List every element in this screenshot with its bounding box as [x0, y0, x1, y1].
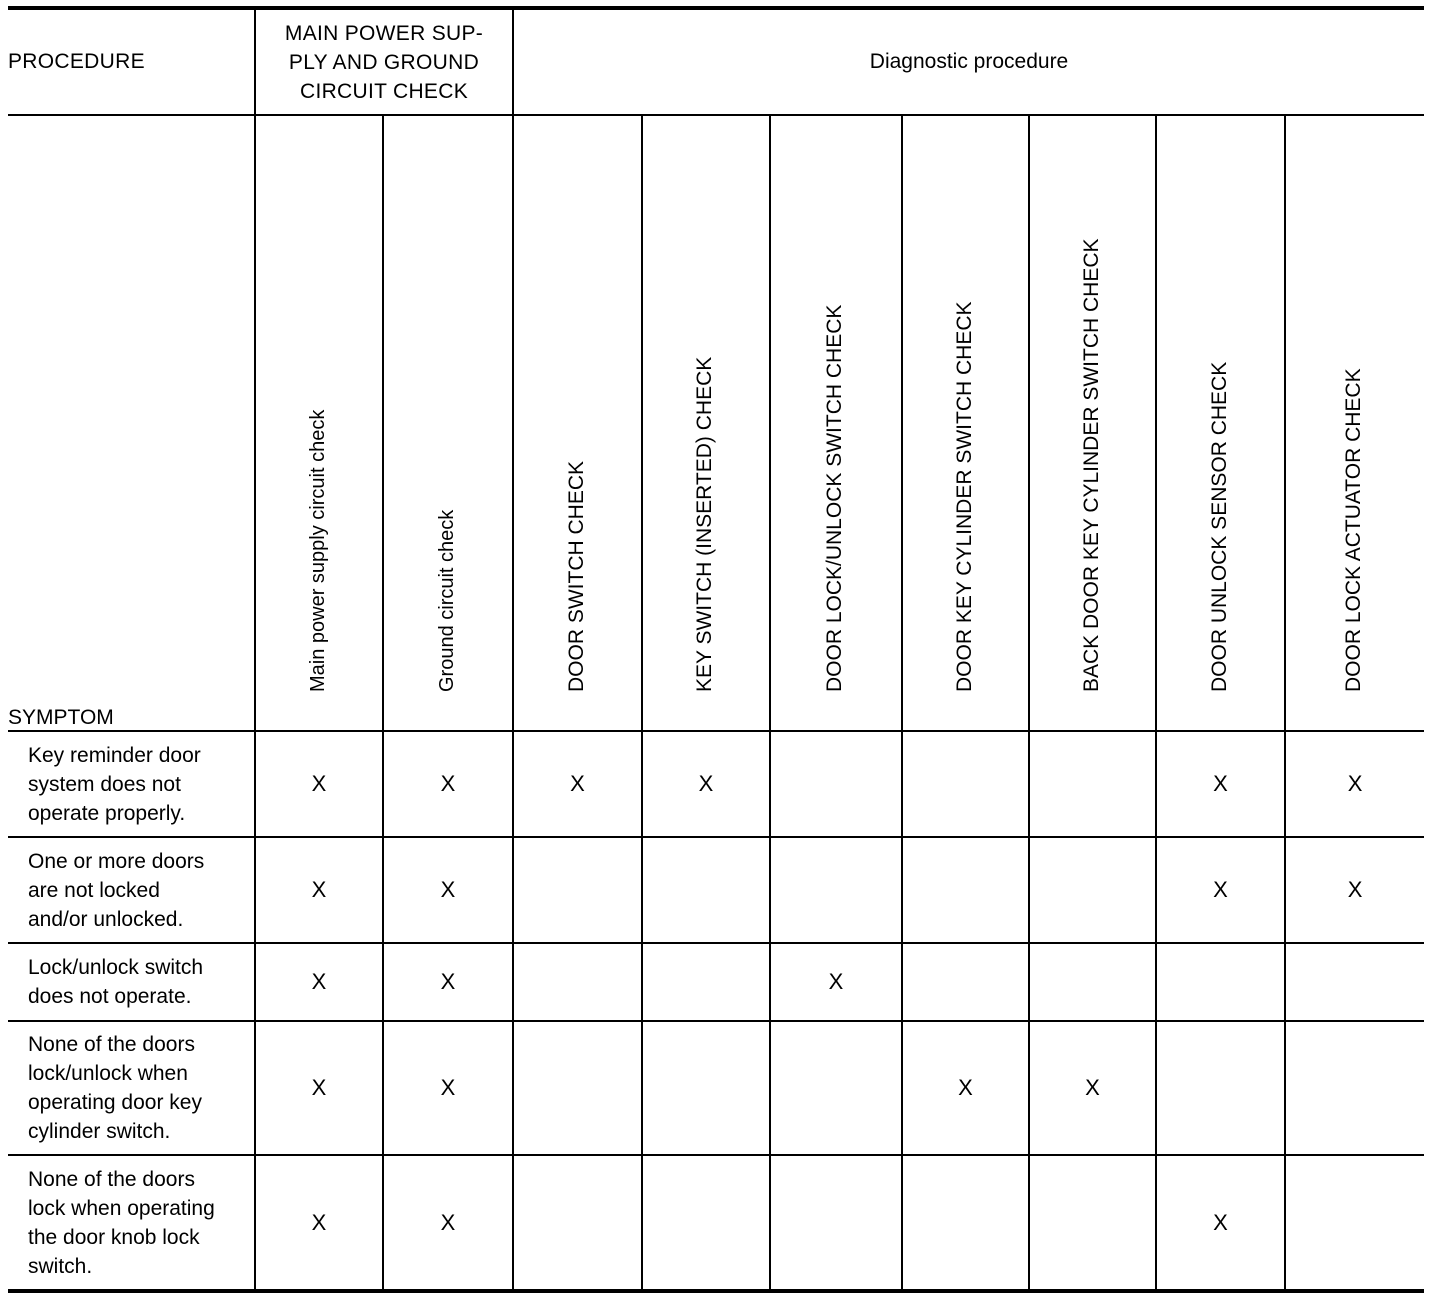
mark-cell: [770, 837, 902, 943]
symptom-line: None of the doors: [28, 1033, 195, 1056]
mark-cell: [513, 943, 642, 1021]
mark-cell: [642, 837, 770, 943]
column-header-door-unlock-sensor: [1156, 115, 1285, 731]
procedure-label: PROCEDURE: [8, 8, 255, 115]
mark-cell: [1029, 837, 1156, 943]
mark-cell: X: [1156, 1155, 1285, 1291]
column-header-text: BACK DOOR KEY CYLINDER SWITCH CHECK: [1079, 238, 1103, 692]
mark-cell: [513, 1155, 642, 1291]
mark-cell: [1029, 943, 1156, 1021]
mark-cell: [770, 1155, 902, 1291]
table-row: [8, 731, 1424, 837]
mark-cell: X: [383, 1021, 513, 1155]
column-header-text: KEY SWITCH (INSERTED) CHECK: [693, 356, 716, 692]
symptom-line: operating door key: [28, 1091, 202, 1114]
mark-cell: X: [770, 943, 902, 1021]
column-header-door-lock-actuator: [1285, 115, 1424, 731]
symptom-line: operate properly.: [28, 801, 186, 825]
diagnostic-matrix-table: [8, 6, 1424, 1293]
column-header-back-door-key-cylinder-switch: [1029, 115, 1156, 731]
mark-cell: X: [383, 731, 513, 837]
column-header-row: [8, 115, 1424, 731]
column-header-key-switch: [642, 115, 770, 731]
column-header-ground-circuit: [383, 115, 513, 731]
symptom-line: lock when operating: [28, 1196, 215, 1220]
mark-cell: [513, 837, 642, 943]
mark-cell: [1285, 1155, 1424, 1291]
symptom-line: and/or unlocked.: [28, 907, 184, 931]
mark-cell: X: [1156, 837, 1285, 943]
mark-cell: X: [1029, 1021, 1156, 1155]
column-header-text: DOOR KEY CYLINDER SWITCH CHECK: [952, 301, 976, 692]
mark-cell: X: [642, 731, 770, 837]
mark-cell: [1285, 943, 1424, 1021]
mark-cell: X: [255, 1155, 383, 1291]
mark-cell: [770, 1021, 902, 1155]
mark-cell: [513, 1021, 642, 1155]
symptom-line: system does not: [28, 772, 181, 796]
symptom-line: the door knob lock: [28, 1225, 200, 1249]
mark-cell: [770, 731, 902, 837]
mark-cell: X: [383, 943, 513, 1021]
symptom-line: switch.: [28, 1254, 93, 1278]
symptom-cell: [8, 943, 255, 1021]
symptom-line: Key reminder door: [28, 743, 201, 767]
mark-cell: [902, 1155, 1029, 1291]
column-header-text: DOOR SWITCH CHECK: [564, 461, 588, 692]
column-header-text: Ground circuit check: [436, 509, 458, 692]
main-power-group-header: [255, 8, 513, 115]
table-row: [8, 837, 1424, 943]
mark-cell: [642, 1155, 770, 1291]
symptom-line: does not operate.: [28, 985, 192, 1008]
mark-cell: [1156, 1021, 1285, 1155]
symptom-cell: [8, 1155, 255, 1291]
mark-cell: X: [513, 731, 642, 837]
main-power-group-line: CIRCUIT CHECK: [299, 79, 469, 103]
mark-cell: X: [255, 943, 383, 1021]
mark-cell: X: [1156, 731, 1285, 837]
symptom-line: None of the doors: [28, 1167, 195, 1191]
symptom-line: lock/unlock when: [28, 1062, 188, 1085]
symptom-line: One or more doors: [28, 849, 205, 873]
symptom-cell: [8, 731, 255, 837]
diagnostic-procedure-group-header: Diagnostic procedure: [513, 8, 1424, 115]
column-header-door-key-cylinder-switch: [902, 115, 1029, 731]
mark-cell: [642, 943, 770, 1021]
mark-cell: [642, 1021, 770, 1155]
symptom-label: SYMPTOM: [8, 115, 255, 731]
group-header-row: [8, 8, 1424, 115]
column-header-text: DOOR LOCK/UNLOCK SWITCH CHECK: [823, 304, 846, 692]
column-header-text: DOOR LOCK ACTUATOR CHECK: [1342, 368, 1366, 692]
symptom-cell: [8, 837, 255, 943]
symptom-line: Lock/unlock switch: [28, 956, 204, 979]
diagnostic-matrix-sheet: [8, 6, 1424, 1296]
symptom-cell: [8, 1021, 255, 1155]
mark-cell: X: [1285, 731, 1424, 837]
symptom-line: are not locked: [28, 878, 160, 902]
mark-cell: X: [1285, 837, 1424, 943]
mark-cell: [902, 943, 1029, 1021]
mark-cell: X: [255, 731, 383, 837]
column-header-text: DOOR UNLOCK SENSOR CHECK: [1207, 361, 1231, 692]
table-row: [8, 943, 1424, 1021]
mark-cell: [1029, 731, 1156, 837]
column-header-text: Main power supply circuit check: [307, 409, 329, 692]
mark-cell: X: [255, 1021, 383, 1155]
mark-cell: [1029, 1155, 1156, 1291]
mark-cell: [902, 731, 1029, 837]
main-power-group-line: PLY AND GROUND: [288, 50, 480, 74]
mark-cell: X: [902, 1021, 1029, 1155]
column-header-door-lock-unlock-switch: [770, 115, 902, 731]
symptom-line: cylinder switch.: [28, 1120, 171, 1143]
column-header-door-switch: [513, 115, 642, 731]
mark-cell: [1285, 1021, 1424, 1155]
mark-cell: X: [383, 1155, 513, 1291]
mark-cell: X: [255, 837, 383, 943]
mark-cell: X: [383, 837, 513, 943]
mark-cell: [1156, 943, 1285, 1021]
column-header-main-power-supply: [255, 115, 383, 731]
main-power-group-line: MAIN POWER SUP-: [284, 21, 484, 45]
mark-cell: [902, 837, 1029, 943]
table-row: [8, 1021, 1424, 1155]
table-row: [8, 1155, 1424, 1291]
